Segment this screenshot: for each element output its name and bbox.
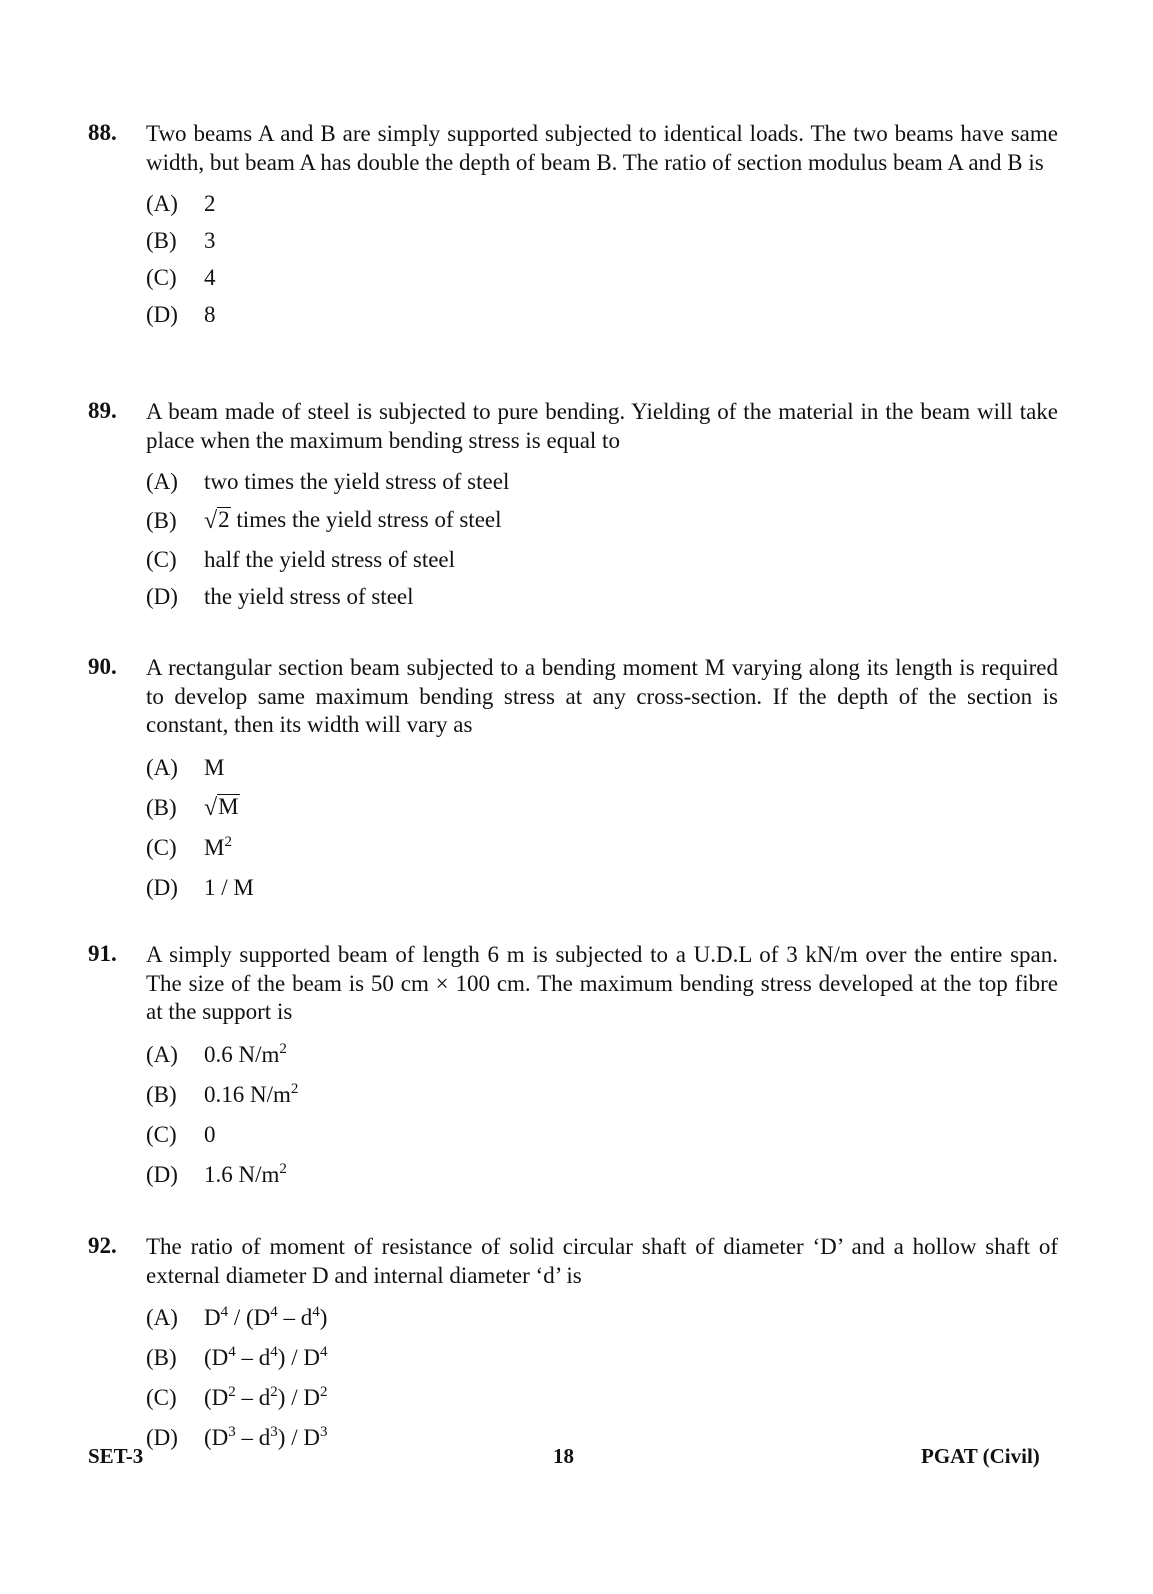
option-label: (C): [146, 546, 177, 572]
option-text: half the yield stress of steel: [204, 546, 456, 572]
option-text: √ 2 times the yield stress of steel: [204, 507, 502, 534]
question-91: [88, 941, 1058, 1195]
square-root-symbol: √ 2: [204, 507, 230, 534]
option-label: (C): [146, 834, 177, 860]
question-stem: A rectangular section beam subjected to a bending moment M varying along its length is required to develop same maximum bending stress at any cross-section. If the depth of the section is constant, then its width will vary as: [146, 655, 1058, 737]
option-c: [146, 828, 1058, 868]
option-text: 1.6 $N/m^2$: [204, 1160, 287, 1187]
option-label: (D): [146, 583, 178, 609]
option-d: [146, 296, 1058, 333]
option-text: 2: [204, 190, 216, 216]
option-text: 0.6 $N/m^2$: [204, 1040, 287, 1067]
option-text: $(D^4 - d^4) / D^4$: [204, 1344, 328, 1370]
option-label: (D): [146, 874, 178, 900]
option-label: (B): [146, 507, 177, 533]
option-b: [146, 222, 1058, 259]
option-text: 8: [204, 301, 216, 327]
option-text: $M^2$: [204, 833, 232, 860]
option-label: (A): [146, 468, 178, 494]
option-text: $(D^2 - d^2) / D^2$: [204, 1384, 328, 1410]
option-label: (D): [146, 301, 178, 327]
option-a: [146, 1035, 1058, 1075]
option-list: [146, 748, 1058, 908]
option-text: $D^4 / (D^4 - d^4)$: [204, 1304, 328, 1330]
option-list: [146, 1035, 1058, 1195]
option-label: (C): [146, 1121, 177, 1147]
option-c: [146, 259, 1058, 296]
option-list: [146, 1298, 1058, 1458]
question-stem: Two beams A and B are simply supported subjected to identical loads. The two beams have same width, but beam A has double the depth of beam B. The ratio of section modulus beam A and B is: [146, 121, 1058, 175]
option-b: [146, 788, 1058, 828]
option-label: (D): [146, 1425, 178, 1450]
question-number: 89.: [88, 398, 117, 423]
option-label: (A): [146, 1305, 178, 1330]
option-label: (A): [146, 1041, 178, 1067]
option-text: 4: [204, 264, 216, 290]
option-a: [146, 185, 1058, 222]
question-89: [88, 398, 1058, 615]
option-text: the yield stress of steel: [204, 583, 414, 609]
option-b: [146, 1338, 1058, 1378]
question-92: [88, 1233, 1058, 1458]
footer-set-code: SET-3: [88, 1444, 144, 1468]
option-label: (C): [146, 264, 177, 290]
option-label: (B): [146, 1081, 177, 1107]
option-b: [146, 500, 1058, 541]
question-number: 88.: [88, 120, 117, 145]
question-90: [88, 654, 1058, 908]
question-number: 91.: [88, 941, 117, 966]
option-a: [146, 748, 1058, 788]
option-d: [146, 868, 1058, 908]
question-stem: The ratio of moment of resistance of solid circular shaft of diameter ‘D’ and a hollow shaft of external diameter D and internal diameter ‘d’ is: [146, 1234, 1058, 1288]
option-c: [146, 1378, 1058, 1418]
option-c: [146, 541, 1058, 578]
option-text: $(D^3 - d^3) / D^3$: [204, 1424, 328, 1450]
footer-exam-name: PGAT (Civil): [921, 1444, 1040, 1468]
square-root-symbol: √ M: [204, 794, 239, 821]
option-text: 0: [204, 1121, 216, 1147]
question-number: 92.: [88, 1233, 117, 1258]
option-label: (A): [146, 190, 178, 216]
option-list: [146, 185, 1058, 333]
option-list: [146, 463, 1058, 615]
option-d: [146, 1155, 1058, 1195]
question-stem: A beam made of steel is subjected to pure bending. Yielding of the material in the beam will take place when the maximum bending stress is equal to: [146, 399, 1058, 453]
option-label: (A): [146, 754, 178, 780]
option-text: 3: [204, 227, 216, 253]
option-text: two times the yield stress of steel: [204, 468, 510, 494]
question-stem: A simply supported beam of length 6 m is subjected to a U.D.L of 3 kN/m over the entire span. The size of the beam is 50 cm × 100 cm. The maximum bending stress developed at the top fibre at the support is: [146, 942, 1058, 1024]
question-88: [88, 120, 1058, 333]
question-number: 90.: [88, 654, 117, 679]
option-text: M: [204, 754, 225, 780]
option-a: [146, 1298, 1058, 1338]
option-text: 0.16 $N/m^2$: [204, 1080, 299, 1107]
option-label: (C): [146, 1385, 177, 1410]
option-text: [204, 794, 240, 820]
footer-page-number: 18: [553, 1444, 574, 1468]
option-label: (B): [146, 794, 177, 820]
option-a: [146, 463, 1058, 500]
option-label: (D): [146, 1161, 178, 1187]
option-label: (B): [146, 1345, 177, 1370]
option-d: [146, 578, 1058, 615]
option-label: (B): [146, 227, 177, 253]
option-c: [146, 1115, 1058, 1155]
option-b: [146, 1075, 1058, 1115]
option-text: 1 / M: [204, 874, 254, 900]
